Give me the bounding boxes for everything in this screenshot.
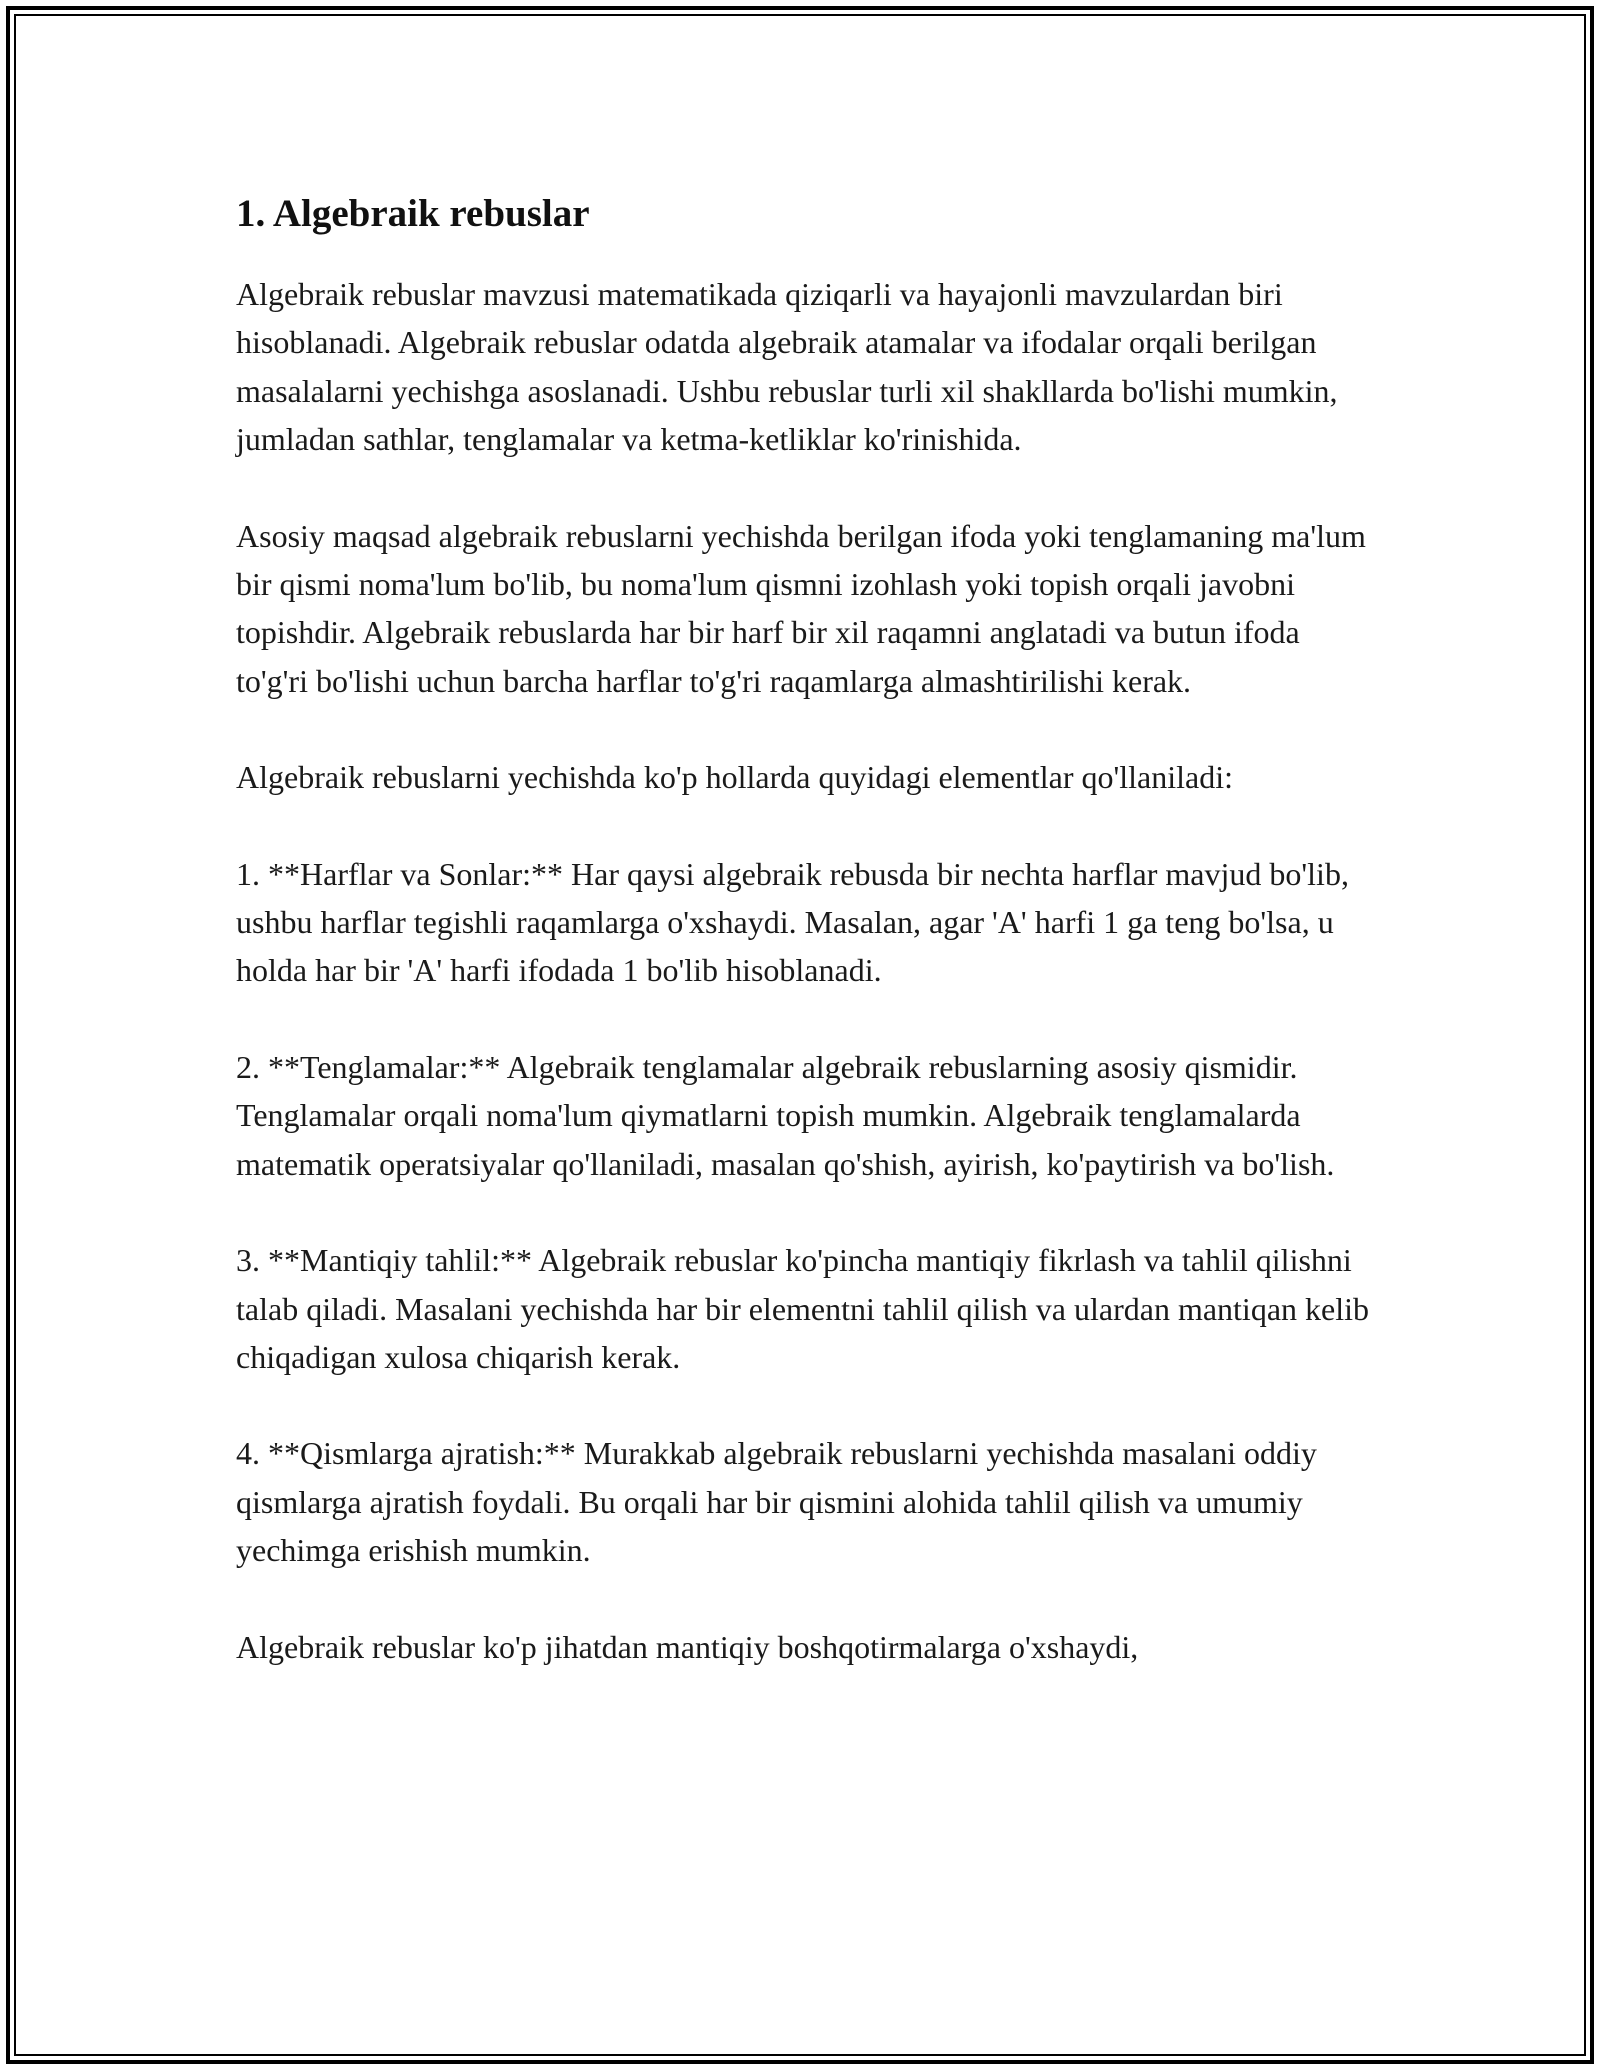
list-item-decomposition: 4. **Qismlarga ajratish:** Murakkab algebraik rebuslarni yechishda masalani oddiy qismlarga ajratish foydali. Bu orqali har bir qismini alohida tahlil qilish va umumiy yechimga erishish mumkin.	[236, 1435, 1317, 1569]
list-item-equations: 2. **Tenglamalar:** Algebraik tenglamalar algebraik rebuslarning asosiy qismidir. Tenglamalar orqali noma'lum qiymatlarni topish mumkin. Algebraik tenglamalarda matematik operatsiyalar qo'llaniladi, masalan qo'shish, ayirish, ko'paytirish va bo'lish.	[236, 1048, 1335, 1182]
intro-paragraph: Algebraik rebuslar mavzusi matematikada qiziqarli va hayajonli mavzulardan biri hisoblanadi. Algebraik rebuslar odatda algebraik atamalar va ifodalar orqali berilgan masalalarni yechishga asoslanadi. Ushbu rebuslar turli xil shakllarda bo'lishi mumkin, jumladan sathlar, tenglamalar va ketma-ketliklar ko'rinishida.	[236, 276, 1338, 458]
goal-paragraph: Asosiy maqsad algebraik rebuslarni yechishda berilgan ifoda yoki tenglamaning ma'lum bir qismi noma'lum bo'lib, bu noma'lum qismni izohlash yoki topish orqali javobni topishdir. Algebraik rebuslarda har bir harf bir xil raqamni anglatadi va butun ifoda to'g'ri bo'lishi uchun barcha harflar to'g'ri raqamlarga almashtirilishi kerak.	[236, 517, 1366, 699]
list-item-logical-analysis: 3. **Mantiqiy tahlil:** Algebraik rebuslar ko'pincha mantiqiy fikrlash va tahlil qilishni talab qiladi. Masalani yechishda har bir elementni tahlil qilish va ulardan mantiqan kelib chiqadigan xulosa chiqarish kerak.	[236, 1242, 1369, 1375]
list-item-letters-numbers: 1. **Harflar va Sonlar:** Har qaysi algebraik rebusda bir nechta harflar mavjud bo'lib, ushbu harflar tegishli raqamlarga o'xshaydi. Masalan, agar 'A' harfi 1 ga teng bo'lsa, u holda har bir 'A' harfi ifodada 1 bo'lib hisoblanadi.	[236, 855, 1349, 989]
closing-paragraph: Algebraik rebuslar ko'p jihatdan mantiqiy boshqotirmalarga o'xshaydi,	[236, 1628, 1139, 1665]
elements-intro-paragraph: Algebraik rebuslarni yechishda ko'p hollarda quyidagi elementlar qo'llaniladi:	[236, 759, 1233, 796]
section-heading: 1. Algebraik rebuslar	[236, 192, 590, 235]
document-body	[236, 186, 1371, 1671]
